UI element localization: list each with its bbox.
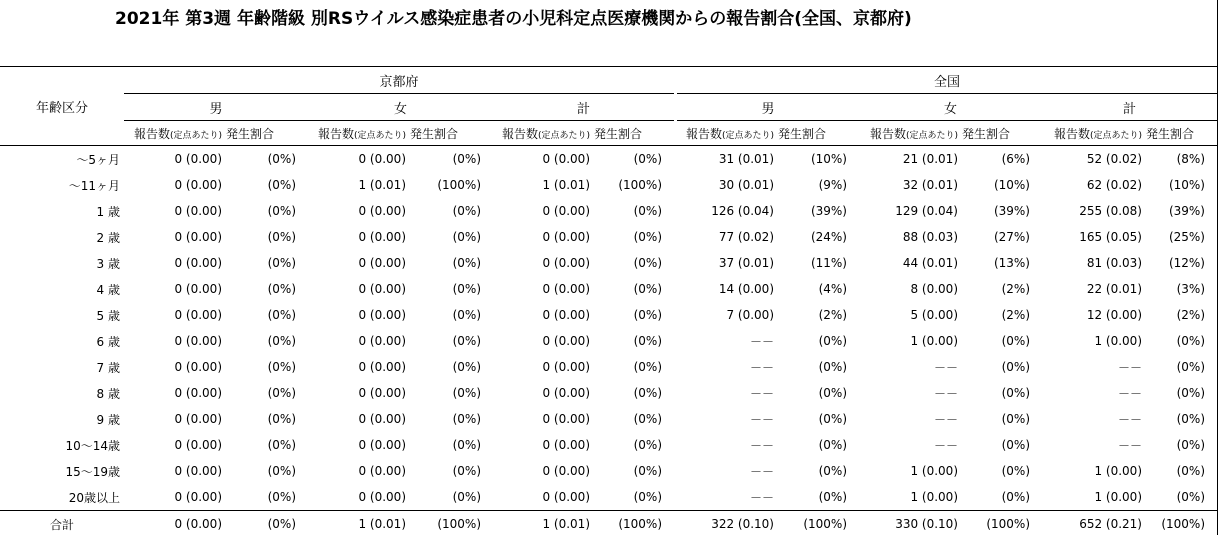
table-row [0, 458, 1217, 484]
report-count-cell: 0 (0.00) [124, 224, 224, 250]
report-count-cell: －－ [859, 406, 960, 432]
rate-cell: (0%) [1144, 380, 1217, 406]
rate-cell: (0%) [224, 172, 308, 198]
rate-cell: (13%) [960, 250, 1042, 276]
table-row [0, 172, 1217, 198]
rate-cell: (0%) [408, 250, 493, 276]
rate-cell: (4%) [776, 276, 859, 302]
rate-cell: (100%) [592, 511, 674, 537]
per-site-label: (定点あたり) [354, 131, 406, 141]
rate-header: 発生割合 [408, 121, 493, 146]
report-count-cell: 37 (0.01) [677, 250, 776, 276]
report-count-cell: 0 (0.00) [308, 302, 408, 328]
report-count-cell: 0 (0.00) [124, 302, 224, 328]
table-body [0, 146, 1217, 537]
report-count-cell: 322 (0.10) [677, 511, 776, 537]
report-count-cell: 0 (0.00) [493, 276, 592, 302]
report-count-cell: －－ [1042, 380, 1144, 406]
sex-header: 男 [124, 94, 308, 121]
report-count-cell: 330 (0.10) [859, 511, 960, 537]
table-row [0, 276, 1217, 302]
rate-header: 発生割合 [592, 121, 674, 146]
age-cell: ～5ヶ月 [0, 146, 124, 173]
rate-cell: (0%) [776, 354, 859, 380]
rate-cell: (0%) [592, 484, 674, 511]
report-count-cell: 129 (0.04) [859, 198, 960, 224]
age-cell: 9 歳 [0, 406, 124, 432]
report-count-cell: －－ [677, 458, 776, 484]
rate-cell: (0%) [1144, 458, 1217, 484]
rate-cell: (11%) [776, 250, 859, 276]
region-header-national: 全国 [677, 67, 1217, 94]
report-count-cell: 0 (0.00) [308, 224, 408, 250]
rate-cell: (39%) [960, 198, 1042, 224]
rate-cell: (100%) [408, 511, 493, 537]
report-count-cell: －－ [677, 354, 776, 380]
report-count-cell: 0 (0.00) [308, 198, 408, 224]
report-count-cell: 0 (0.00) [493, 224, 592, 250]
rate-cell: (0%) [224, 458, 308, 484]
rate-cell: (2%) [776, 302, 859, 328]
report-count-cell: 7 (0.00) [677, 302, 776, 328]
rate-cell: (0%) [224, 146, 308, 173]
report-count-label: 報告数 [870, 127, 906, 141]
report-count-cell: 1 (0.01) [308, 511, 408, 537]
rate-cell: (100%) [408, 172, 493, 198]
age-cell: ～11ヶ月 [0, 172, 124, 198]
report-count-cell: 0 (0.00) [493, 354, 592, 380]
rate-cell: (0%) [1144, 406, 1217, 432]
report-count-header [1042, 121, 1144, 146]
age-column-header: 年齢区分 [0, 67, 124, 146]
sex-header: 計 [493, 94, 674, 121]
report-count-cell: －－ [677, 406, 776, 432]
report-count-cell: 0 (0.00) [493, 302, 592, 328]
report-count-cell: 22 (0.01) [1042, 276, 1144, 302]
rate-cell: (0%) [408, 328, 493, 354]
rate-cell: (100%) [776, 511, 859, 537]
rate-cell: (0%) [224, 380, 308, 406]
rate-cell: (0%) [960, 484, 1042, 511]
rate-cell: (0%) [776, 380, 859, 406]
sex-header: 計 [1042, 94, 1217, 121]
rate-cell: (0%) [224, 224, 308, 250]
report-count-header [493, 121, 592, 146]
report-count-cell: 81 (0.03) [1042, 250, 1144, 276]
right-border-line [1217, 0, 1218, 535]
per-site-label: (定点あたり) [1090, 131, 1142, 141]
rate-cell: (25%) [1144, 224, 1217, 250]
report-count-cell: 0 (0.00) [493, 250, 592, 276]
report-count-cell: 44 (0.01) [859, 250, 960, 276]
rate-cell: (0%) [592, 406, 674, 432]
report-count-cell: 0 (0.00) [124, 354, 224, 380]
rate-cell: (0%) [960, 406, 1042, 432]
table-row [0, 354, 1217, 380]
table-row [0, 302, 1217, 328]
rate-cell: (0%) [776, 458, 859, 484]
rate-cell: (0%) [1144, 432, 1217, 458]
report-count-label: 報告数 [502, 127, 538, 141]
rate-header: 発生割合 [776, 121, 859, 146]
report-count-cell: 0 (0.00) [308, 380, 408, 406]
report-count-cell: 62 (0.02) [1042, 172, 1144, 198]
age-cell: 4 歳 [0, 276, 124, 302]
age-cell: 5 歳 [0, 302, 124, 328]
rate-cell: (0%) [224, 354, 308, 380]
report-count-cell: 1 (0.01) [493, 511, 592, 537]
rate-cell: (0%) [592, 198, 674, 224]
report-count-cell: 126 (0.04) [677, 198, 776, 224]
rate-cell: (0%) [224, 406, 308, 432]
rate-cell: (10%) [960, 172, 1042, 198]
report-count-cell: 1 (0.00) [859, 328, 960, 354]
report-count-cell: 255 (0.08) [1042, 198, 1144, 224]
report-count-cell: －－ [1042, 354, 1144, 380]
rate-cell: (27%) [960, 224, 1042, 250]
rate-cell: (2%) [960, 302, 1042, 328]
report-count-header [677, 121, 776, 146]
rate-cell: (0%) [592, 302, 674, 328]
sex-header: 男 [677, 94, 859, 121]
per-site-label: (定点あたり) [722, 131, 774, 141]
total-row [0, 511, 1217, 537]
rate-cell: (10%) [776, 146, 859, 173]
table-header [0, 67, 1217, 146]
rate-cell: (3%) [1144, 276, 1217, 302]
report-count-header [308, 121, 408, 146]
report-count-cell: 1 (0.00) [1042, 484, 1144, 511]
age-cell: 1 歳 [0, 198, 124, 224]
rate-cell: (0%) [408, 354, 493, 380]
report-count-cell: 165 (0.05) [1042, 224, 1144, 250]
rate-cell: (0%) [408, 198, 493, 224]
table-row [0, 224, 1217, 250]
age-cell: 2 歳 [0, 224, 124, 250]
report-count-cell: －－ [859, 354, 960, 380]
table-row [0, 198, 1217, 224]
rate-cell: (0%) [408, 276, 493, 302]
report-count-cell: 1 (0.01) [308, 172, 408, 198]
table-row [0, 146, 1217, 173]
sex-header: 女 [308, 94, 493, 121]
rate-cell: (0%) [776, 484, 859, 511]
rate-cell: (2%) [960, 276, 1042, 302]
report-count-cell: 31 (0.01) [677, 146, 776, 173]
rate-cell: (0%) [408, 432, 493, 458]
rate-cell: (0%) [592, 354, 674, 380]
rate-cell: (100%) [592, 172, 674, 198]
report-count-cell: 1 (0.00) [1042, 458, 1144, 484]
report-count-cell: 0 (0.00) [308, 432, 408, 458]
rate-cell: (0%) [592, 458, 674, 484]
table-row [0, 328, 1217, 354]
rate-cell: (0%) [224, 302, 308, 328]
rate-cell: (0%) [1144, 484, 1217, 511]
report-count-cell: 1 (0.00) [859, 458, 960, 484]
rate-cell: (0%) [1144, 328, 1217, 354]
report-count-label: 報告数 [1054, 127, 1090, 141]
report-count-label: 報告数 [686, 127, 722, 141]
rate-cell: (2%) [1144, 302, 1217, 328]
rate-cell: (39%) [776, 198, 859, 224]
report-count-label: 報告数 [318, 127, 354, 141]
rate-cell: (0%) [776, 328, 859, 354]
rate-cell: (0%) [224, 276, 308, 302]
report-count-cell: －－ [1042, 406, 1144, 432]
rate-cell: (0%) [408, 146, 493, 173]
report-count-cell: 0 (0.00) [308, 484, 408, 511]
age-cell: 6 歳 [0, 328, 124, 354]
report-count-cell: －－ [1042, 432, 1144, 458]
report-count-cell: 0 (0.00) [124, 484, 224, 511]
report-count-cell: 5 (0.00) [859, 302, 960, 328]
rate-cell: (0%) [408, 406, 493, 432]
report-count-cell: 0 (0.00) [124, 406, 224, 432]
report-count-cell: －－ [677, 380, 776, 406]
age-cell: 15～19歳 [0, 458, 124, 484]
rate-cell: (0%) [960, 458, 1042, 484]
rate-cell: (0%) [960, 328, 1042, 354]
rate-cell: (0%) [592, 250, 674, 276]
report-count-cell: －－ [677, 432, 776, 458]
rate-cell: (0%) [408, 302, 493, 328]
report-count-cell: 0 (0.00) [308, 146, 408, 173]
age-cell: 合計 [0, 511, 124, 537]
report-count-header [859, 121, 960, 146]
age-cell: 8 歳 [0, 380, 124, 406]
rate-cell: (0%) [408, 224, 493, 250]
report-count-cell: 1 (0.01) [493, 172, 592, 198]
report-count-cell: 0 (0.00) [124, 458, 224, 484]
rate-cell: (24%) [776, 224, 859, 250]
report-count-cell: 0 (0.00) [308, 328, 408, 354]
rate-cell: (39%) [1144, 198, 1217, 224]
report-count-cell: －－ [677, 484, 776, 511]
report-count-cell: 0 (0.00) [124, 250, 224, 276]
report-count-cell: 0 (0.00) [308, 354, 408, 380]
report-count-cell: 0 (0.00) [124, 380, 224, 406]
report-count-cell: 32 (0.01) [859, 172, 960, 198]
page-title: 2021年 第3週 年齢階級 別RSウイルス感染症患者の小児科定点医療機関からの報告割合(全国、京都府) [115, 4, 912, 29]
report-count-cell: 0 (0.00) [493, 406, 592, 432]
report-count-cell: 77 (0.02) [677, 224, 776, 250]
per-site-label: (定点あたり) [170, 131, 222, 141]
report-count-cell: 0 (0.00) [124, 276, 224, 302]
rate-cell: (6%) [960, 146, 1042, 173]
report-count-cell: 0 (0.00) [493, 458, 592, 484]
table-row [0, 380, 1217, 406]
rate-cell: (0%) [592, 276, 674, 302]
rate-cell: (0%) [592, 328, 674, 354]
region-header-kyoto: 京都府 [124, 67, 674, 94]
report-count-label: 報告数 [134, 127, 170, 141]
report-count-cell: 12 (0.00) [1042, 302, 1144, 328]
report-count-cell: 0 (0.00) [124, 432, 224, 458]
report-count-cell: 0 (0.00) [308, 276, 408, 302]
rate-cell: (0%) [408, 380, 493, 406]
report-count-cell: 1 (0.00) [859, 484, 960, 511]
rate-cell: (0%) [960, 380, 1042, 406]
report-count-cell: 0 (0.00) [493, 146, 592, 173]
report-table [0, 66, 1217, 537]
rate-cell: (0%) [776, 432, 859, 458]
rate-cell: (9%) [776, 172, 859, 198]
rate-cell: (0%) [408, 458, 493, 484]
report-count-cell: 14 (0.00) [677, 276, 776, 302]
table-row [0, 250, 1217, 276]
table-row [0, 432, 1217, 458]
report-count-cell: 0 (0.00) [308, 250, 408, 276]
rate-cell: (0%) [776, 406, 859, 432]
report-count-cell: 1 (0.00) [1042, 328, 1144, 354]
report-count-cell: 0 (0.00) [124, 511, 224, 537]
rate-cell: (0%) [224, 198, 308, 224]
rate-header: 発生割合 [224, 121, 308, 146]
per-site-label: (定点あたり) [538, 131, 590, 141]
report-count-cell: 52 (0.02) [1042, 146, 1144, 173]
rate-cell: (0%) [408, 484, 493, 511]
report-count-cell: 8 (0.00) [859, 276, 960, 302]
rate-cell: (0%) [960, 354, 1042, 380]
rate-cell: (0%) [592, 432, 674, 458]
rate-cell: (0%) [592, 380, 674, 406]
age-cell: 7 歳 [0, 354, 124, 380]
table-row [0, 406, 1217, 432]
table-row [0, 484, 1217, 511]
rate-cell: (0%) [224, 511, 308, 537]
report-count-cell: 0 (0.00) [493, 198, 592, 224]
report-count-cell: 652 (0.21) [1042, 511, 1144, 537]
rate-cell: (0%) [592, 146, 674, 173]
report-count-cell: 0 (0.00) [124, 146, 224, 173]
report-count-cell: 88 (0.03) [859, 224, 960, 250]
report-count-cell: 0 (0.00) [493, 484, 592, 511]
report-count-cell: 0 (0.00) [124, 198, 224, 224]
report-count-cell: 21 (0.01) [859, 146, 960, 173]
rate-cell: (12%) [1144, 250, 1217, 276]
report-count-cell: －－ [677, 328, 776, 354]
per-site-label: (定点あたり) [906, 131, 958, 141]
report-count-cell: 0 (0.00) [493, 328, 592, 354]
rate-cell: (0%) [1144, 354, 1217, 380]
rate-header: 発生割合 [1144, 121, 1217, 146]
report-count-cell: 0 (0.00) [124, 328, 224, 354]
report-count-cell: 0 (0.00) [493, 380, 592, 406]
report-count-header [124, 121, 224, 146]
report-count-cell: －－ [859, 380, 960, 406]
rate-cell: (0%) [224, 250, 308, 276]
rate-cell: (10%) [1144, 172, 1217, 198]
report-count-cell: 0 (0.00) [308, 406, 408, 432]
age-cell: 3 歳 [0, 250, 124, 276]
rate-cell: (100%) [960, 511, 1042, 537]
rate-cell: (0%) [960, 432, 1042, 458]
rate-cell: (0%) [224, 328, 308, 354]
sex-header: 女 [859, 94, 1042, 121]
age-cell: 20歳以上 [0, 484, 124, 511]
rate-cell: (100%) [1144, 511, 1217, 537]
report-count-cell: 30 (0.01) [677, 172, 776, 198]
rate-cell: (8%) [1144, 146, 1217, 173]
report-count-cell: 0 (0.00) [124, 172, 224, 198]
age-cell: 10～14歳 [0, 432, 124, 458]
rate-cell: (0%) [224, 484, 308, 511]
report-count-cell: 0 (0.00) [493, 432, 592, 458]
rate-cell: (0%) [592, 224, 674, 250]
rate-cell: (0%) [224, 432, 308, 458]
report-count-cell: 0 (0.00) [308, 458, 408, 484]
rate-header: 発生割合 [960, 121, 1042, 146]
report-count-cell: －－ [859, 432, 960, 458]
